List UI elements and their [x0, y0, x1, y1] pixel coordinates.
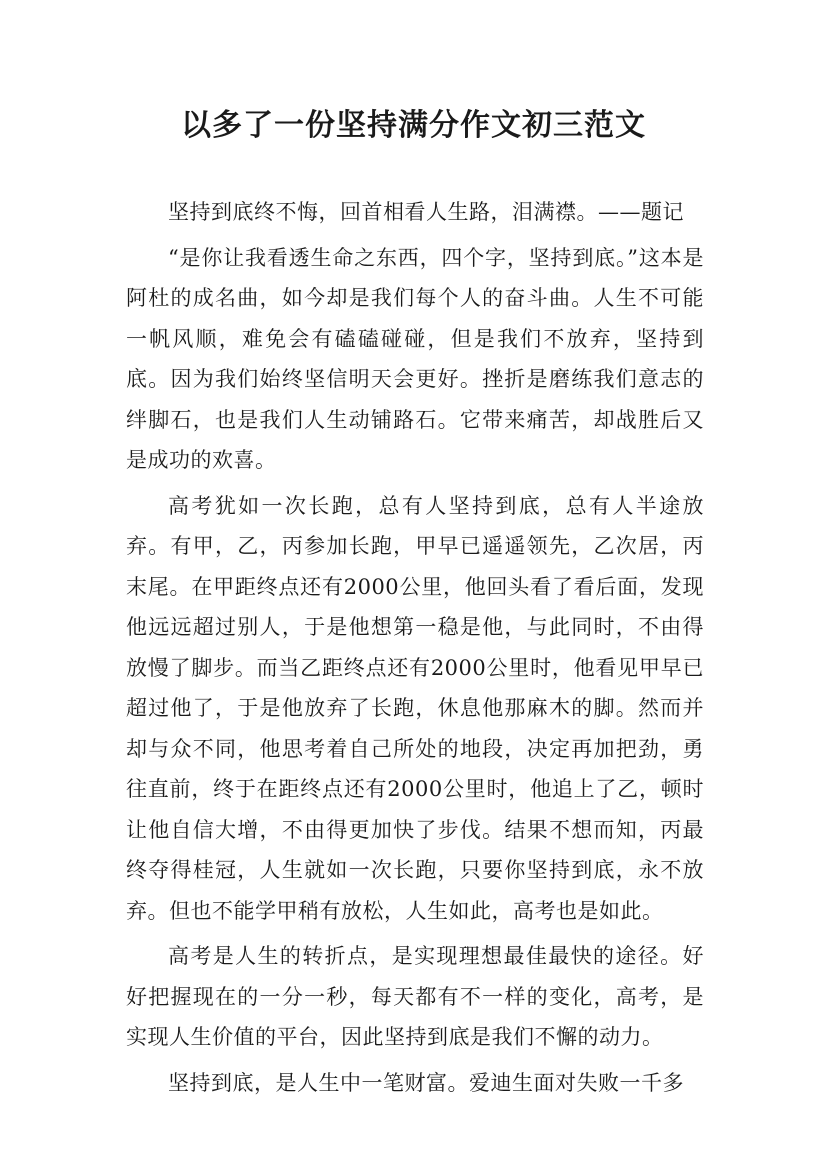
paragraph-turning-point: 高考是人生的转折点，是实现理想最佳最快的途径。好好把握现在的一分一秒，每天都有不一样的变化，高考，是实现人生价值的平台，因此坚持到底是我们不懈的动力。 — [126, 944, 704, 1049]
paragraph-intro: “是你让我看透生命之东西，四个字，坚持到底。”这本是阿杜的成名曲，如今却是我们每个人的奋斗曲。人生不可能一帆风顺，难免会有磕磕碰碰，但是我们不放弃，坚持到底。因为我们始终坚信明天会更好。挫折是磨练我们意志的绊脚石，也是我们人生动铺路石。它带来痛苦，却战胜后又是成功的欢喜。 — [126, 245, 704, 472]
paragraph-race-story: 高考犹如一次长跑，总有人坚持到底，总有人半途放弃。有甲，乙，丙参加长跑，甲早已遥遥领先，乙次居，丙末尾。在甲距终点还有2000公里，他回头看了看后面，发现他远远超过别人，于是他想第一稳是他，与此同时，不由得放慢了脚步。而当乙距终点还有2000公里时，他看见甲早已超过他了，于是他放弃了长跑，休息他那麻木的脚。然而并却与众不同，他思考着自己所处的地段，决定再加把劲，勇往直前，终于在距终点还有2000公里时，他追上了乙，顿时让他自信大增，不由得更加快了步伐。结果不想而知，丙最终夺得桂冠，人生就如一次长跑，只要你坚持到底，永不放弃。但也不能学甲稍有放松，人生如此，高考也是如此。 — [126, 493, 704, 923]
paragraph-epigraph: 坚持到底终不悔，回首相看人生路，泪满襟。——题记 — [168, 200, 684, 224]
paragraph-wealth: 坚持到底，是人生中一笔财富。爱迪生面对失败一千多 — [168, 1070, 684, 1095]
document-body — [126, 192, 704, 1108]
document-title: 以多了一份坚持满分作文初三范文 — [181, 108, 646, 143]
